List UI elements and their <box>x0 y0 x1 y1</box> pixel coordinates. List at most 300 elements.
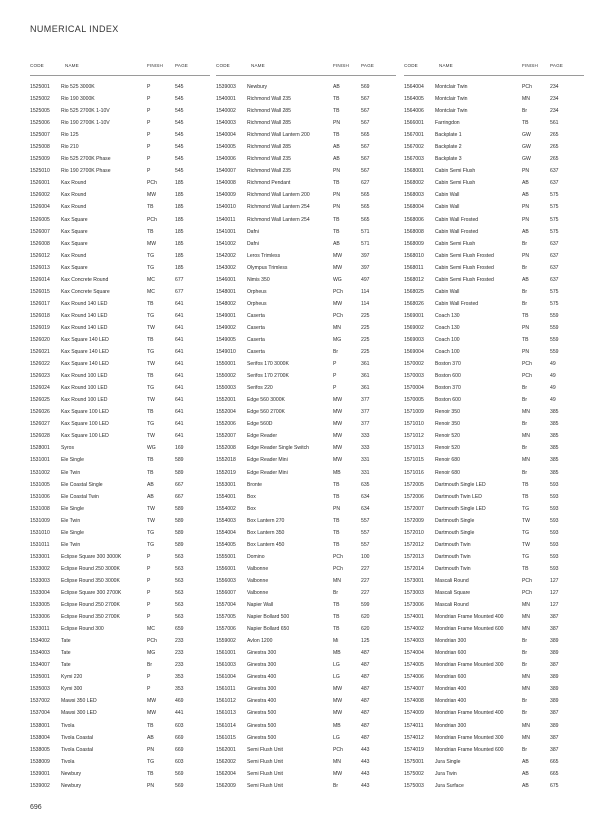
cell-page: 265 <box>550 132 559 139</box>
header-name: NAME <box>65 63 79 68</box>
cell-finish: PCh <box>333 746 343 753</box>
cell-page: 443 <box>361 758 370 765</box>
table-row <box>216 105 396 117</box>
cell-code: 1557006 <box>216 626 236 633</box>
cell-finish: Br <box>522 397 528 404</box>
table-row <box>216 539 396 551</box>
cell-finish: P <box>147 168 151 175</box>
header-page: PAGE <box>550 63 564 68</box>
cell-code: 1561011 <box>216 686 236 693</box>
cell-name: Mondrian Frame Mounted 300 <box>435 662 504 669</box>
cell-code: 1540004 <box>216 132 236 139</box>
cell-finish: TB <box>333 216 340 223</box>
table-row <box>216 707 396 719</box>
cell-finish: PCh <box>522 589 532 596</box>
cell-finish: MB <box>333 722 341 729</box>
cell-finish: MB <box>333 469 341 476</box>
cell-code: 1539001 <box>30 770 50 777</box>
table-row <box>404 611 584 623</box>
cell-page: 545 <box>175 132 184 139</box>
cell-code: 1574002 <box>404 626 424 633</box>
cell-finish: Br <box>522 240 528 247</box>
cell-code: 1538005 <box>30 746 50 753</box>
cell-name: Napier Bollard 650 <box>247 626 290 633</box>
cell-code: 1564005 <box>404 96 424 103</box>
cell-page: 389 <box>550 674 559 681</box>
table-row <box>216 358 396 370</box>
cell-page: 185 <box>175 240 184 247</box>
cell-finish: Br <box>522 445 528 452</box>
cell-finish: MN <box>522 626 530 633</box>
column-header <box>404 63 584 75</box>
table-row <box>404 298 584 310</box>
table-row <box>216 671 396 683</box>
cell-name: Semi Flush Unit <box>247 782 283 789</box>
cell-name: Kax Square 100 LED <box>61 409 109 416</box>
cell-page: 667 <box>175 493 184 500</box>
cell-finish: AB <box>333 156 340 163</box>
cell-name: Boston 370 <box>435 361 461 368</box>
cell-name: Semi Flush Unit <box>247 758 283 765</box>
cell-page: 561 <box>550 120 559 127</box>
cell-code: 1552004 <box>216 409 236 416</box>
cell-page: 49 <box>550 373 556 380</box>
cell-name: Kax Round <box>61 252 87 259</box>
cell-page: 637 <box>550 168 559 175</box>
cell-name: Ele Single <box>61 457 84 464</box>
table-row <box>404 177 584 189</box>
cell-page: 385 <box>550 457 559 464</box>
table-row <box>30 599 210 611</box>
cell-name: Newbury <box>61 770 82 777</box>
cell-page: 353 <box>175 674 184 681</box>
table-row <box>30 479 210 491</box>
cell-name: Edge Reader Mini <box>247 469 288 476</box>
table-row <box>30 201 210 213</box>
cell-code: 1540007 <box>216 168 236 175</box>
cell-name: Ele Coastal Single <box>61 481 103 488</box>
cell-page: 637 <box>550 180 559 187</box>
cell-finish: Br <box>522 469 528 476</box>
table-row <box>30 286 210 298</box>
cell-page: 565 <box>361 132 370 139</box>
cell-name: Ginestra 300 <box>247 650 277 657</box>
cell-code: 1526013 <box>30 264 50 271</box>
cell-name: Tate <box>61 650 71 657</box>
cell-code: 1561015 <box>216 734 236 741</box>
cell-page: 669 <box>175 734 184 741</box>
cell-code: 1548001 <box>216 288 236 295</box>
table-row <box>30 406 210 418</box>
cell-page: 567 <box>361 108 370 115</box>
table-row <box>216 250 396 262</box>
cell-finish: PN <box>522 204 530 211</box>
cell-finish: MW <box>333 397 343 404</box>
cell-page: 545 <box>175 168 184 175</box>
cell-finish: TB <box>147 337 154 343</box>
cell-finish: TG <box>522 505 530 512</box>
cell-finish: PCh <box>333 565 343 572</box>
table-row <box>404 671 584 683</box>
table-row <box>216 695 396 707</box>
cell-code: 1561003 <box>216 662 236 669</box>
cell-name: Tivola <box>61 758 75 765</box>
cell-code: 1542002 <box>216 252 236 259</box>
cell-code: 1533003 <box>30 577 50 584</box>
cell-code: 1526020 <box>30 337 50 343</box>
cell-finish: PN <box>147 782 155 789</box>
cell-finish: MW <box>333 409 343 416</box>
cell-name: Semi Flush Unit <box>247 746 283 753</box>
cell-name: Olympus Trimless <box>247 264 288 271</box>
cell-code: 1568009 <box>404 240 424 247</box>
table-row <box>30 768 210 780</box>
cell-finish: MN <box>522 614 530 621</box>
table-row <box>30 527 210 539</box>
cell-code: 1534007 <box>30 662 50 669</box>
cell-page: 234 <box>550 108 559 115</box>
table-row <box>30 491 210 503</box>
cell-finish: PN <box>333 120 341 127</box>
cell-page: 333 <box>361 433 370 440</box>
table-row <box>404 105 584 117</box>
cell-name: Valbonne <box>247 589 269 596</box>
cell-code: 1572013 <box>404 553 424 560</box>
cell-code: 1571010 <box>404 421 424 428</box>
cell-finish: PN <box>333 204 341 211</box>
cell-page: 567 <box>361 156 370 163</box>
cell-code: 1568003 <box>404 192 424 199</box>
cell-page: 557 <box>361 517 370 524</box>
cell-page: 227 <box>361 565 370 572</box>
table-row <box>216 286 396 298</box>
table-row <box>216 527 396 539</box>
cell-name: Kax Concrete Square <box>61 288 110 295</box>
cell-code: 1534003 <box>30 650 50 657</box>
table-row <box>30 418 210 430</box>
cell-page: 637 <box>550 276 559 283</box>
table-row <box>216 780 396 792</box>
cell-page: 563 <box>175 565 184 572</box>
cell-code: 1526023 <box>30 373 50 380</box>
cell-finish: Br <box>333 589 339 596</box>
cell-code: 1557004 <box>216 602 236 609</box>
cell-name: Cabin Semi Flush Frosted <box>435 276 494 283</box>
table-row <box>30 671 210 683</box>
table-row <box>30 394 210 406</box>
cell-name: Dartmouth Twin <box>435 553 471 560</box>
cell-finish: PN <box>333 192 341 199</box>
table-row <box>216 623 396 635</box>
cell-name: Farringdon <box>435 120 460 127</box>
cell-page: 565 <box>361 204 370 211</box>
table-row <box>404 780 584 792</box>
cell-page: 127 <box>550 577 559 584</box>
cell-page: 185 <box>175 216 184 223</box>
cell-name: Richmond Wall Lantern 200 <box>247 132 310 139</box>
cell-name: Caserta <box>247 337 265 343</box>
cell-page: 563 <box>175 553 184 560</box>
cell-code: 1538004 <box>30 734 50 741</box>
table-row <box>30 587 210 599</box>
cell-page: 114 <box>361 288 370 295</box>
cell-finish: TG <box>147 385 155 392</box>
cell-page: 185 <box>175 252 184 259</box>
cell-name: Ele Twin <box>61 541 81 548</box>
cell-name: Kax Square 140 LED <box>61 361 109 368</box>
table-row <box>404 81 584 93</box>
cell-finish: MC <box>147 288 155 295</box>
cell-code: 1549005 <box>216 337 236 343</box>
table-row <box>404 418 584 430</box>
cell-finish: MW <box>333 710 343 717</box>
cell-page: 567 <box>361 168 370 175</box>
cell-code: 1540002 <box>216 108 236 115</box>
cell-page: 589 <box>175 541 184 548</box>
table-row <box>404 623 584 635</box>
cell-code: 1568012 <box>404 276 424 283</box>
cell-code: 1566001 <box>404 120 424 127</box>
table-row <box>30 141 210 153</box>
cell-code: 1568001 <box>404 168 424 175</box>
cell-code: 1568011 <box>404 264 424 271</box>
cell-name: Richmond Wall 235 <box>247 168 291 175</box>
cell-code: 1533001 <box>30 553 50 560</box>
cell-code: 1525010 <box>30 168 50 175</box>
cell-code: 1568004 <box>404 204 424 211</box>
cell-code: 1557005 <box>216 614 236 621</box>
cell-page: 227 <box>361 589 370 596</box>
table-row <box>30 659 210 671</box>
cell-name: Ele Twin <box>61 469 81 476</box>
cell-name: Boston 370 <box>435 385 461 392</box>
cell-name: Napier Bollard 500 <box>247 614 290 621</box>
cell-finish: P <box>147 674 151 681</box>
cell-page: 571 <box>361 240 370 247</box>
cell-name: Mondrian 600 <box>435 650 467 657</box>
cell-finish: P <box>147 144 151 151</box>
cell-name: Rio 125 <box>61 132 79 139</box>
cell-name: Mondrian 300 <box>435 638 467 645</box>
cell-code: 1571009 <box>404 409 424 416</box>
table-row <box>30 358 210 370</box>
table-row <box>216 611 396 623</box>
table-row <box>216 382 396 394</box>
cell-name: Renoir 520 <box>435 445 460 452</box>
cell-page: 234 <box>550 96 559 103</box>
cell-code: 1552019 <box>216 469 236 476</box>
table-row <box>30 623 210 635</box>
cell-code: 1534002 <box>30 638 50 645</box>
cell-name: Rio 210 <box>61 144 79 151</box>
table-row <box>30 611 210 623</box>
cell-page: 125 <box>361 638 370 645</box>
table-row <box>404 346 584 358</box>
cell-page: 225 <box>361 312 370 319</box>
cell-finish: TW <box>522 517 530 524</box>
cell-finish: MW <box>333 770 343 777</box>
cell-name: Box Lantern 270 <box>247 517 285 524</box>
cell-page: 567 <box>361 96 370 103</box>
table-row <box>404 467 584 479</box>
table-row <box>216 479 396 491</box>
cell-name: Tate <box>61 638 71 645</box>
cell-code: 1526012 <box>30 252 50 259</box>
cell-code: 1539003 <box>216 84 236 91</box>
cell-finish: TB <box>147 204 154 211</box>
cell-page: 545 <box>175 108 184 115</box>
cell-page: 331 <box>361 457 370 464</box>
cell-name: Orpheus <box>247 300 267 307</box>
table-row <box>216 442 396 454</box>
table-row <box>30 214 210 226</box>
cell-page: 567 <box>361 144 370 151</box>
table-row <box>404 719 584 731</box>
cell-page: 641 <box>175 397 184 404</box>
cell-finish: MN <box>522 457 530 464</box>
cell-page: 233 <box>175 662 184 669</box>
table-row <box>404 214 584 226</box>
table-row <box>216 370 396 382</box>
cell-code: 1555001 <box>216 553 236 560</box>
table-row <box>30 442 210 454</box>
cell-code: 1525007 <box>30 132 50 139</box>
table-row <box>216 81 396 93</box>
cell-page: 641 <box>175 373 184 380</box>
table-row <box>404 756 584 768</box>
table-row <box>404 587 584 599</box>
cell-page: 265 <box>550 156 559 163</box>
header-rule <box>216 75 396 76</box>
header-code: CODE <box>404 63 418 68</box>
cell-finish: TB <box>333 626 340 633</box>
cell-name: Ginestra 300 <box>247 686 277 693</box>
cell-code: 1568010 <box>404 252 424 259</box>
cell-name: Box <box>247 505 256 512</box>
cell-page: 377 <box>361 397 370 404</box>
table-row <box>404 226 584 238</box>
table-row <box>30 93 210 105</box>
cell-page: 441 <box>175 710 184 717</box>
table-row <box>216 153 396 165</box>
cell-finish: TW <box>522 541 530 548</box>
table-row <box>404 647 584 659</box>
cell-name: Kax Round 100 LED <box>61 373 108 380</box>
cell-page: 361 <box>361 385 370 392</box>
cell-code: 1540009 <box>216 192 236 199</box>
cell-code: 1574001 <box>404 614 424 621</box>
cell-finish: TB <box>333 180 340 187</box>
cell-finish: P <box>147 577 151 584</box>
cell-finish: PN <box>522 216 530 223</box>
cell-finish: TG <box>147 252 155 259</box>
cell-code: 1562004 <box>216 770 236 777</box>
cell-code: 1535001 <box>30 674 50 681</box>
cell-page: 563 <box>175 614 184 621</box>
cell-code: 1540006 <box>216 156 236 163</box>
cell-name: Kax Square 140 LED <box>61 337 109 343</box>
table-row <box>30 635 210 647</box>
cell-finish: P <box>147 565 151 572</box>
table-row <box>216 93 396 105</box>
cell-finish: Br <box>333 782 339 789</box>
cell-name: Richmond Wall Lantern 254 <box>247 216 310 223</box>
cell-name: Jura Single <box>435 758 461 765</box>
cell-code: 1537004 <box>30 710 50 717</box>
cell-name: Box Lantern 350 <box>247 529 285 536</box>
cell-page: 49 <box>550 397 556 404</box>
cell-code: 1546001 <box>216 276 236 283</box>
header-name: NAME <box>251 63 265 68</box>
cell-name: Tate <box>61 662 71 669</box>
cell-code: 1574006 <box>404 674 424 681</box>
cell-name: Newbury <box>247 84 268 91</box>
cell-finish: PN <box>522 168 530 175</box>
cell-finish: PN <box>522 252 530 259</box>
table-row <box>404 382 584 394</box>
table-row <box>30 189 210 201</box>
table-row <box>216 732 396 744</box>
cell-finish: TB <box>522 481 529 488</box>
cell-code: 1533004 <box>30 589 50 596</box>
cell-finish: TB <box>147 469 154 476</box>
cell-name: Edge 560D <box>247 421 273 428</box>
header-finish: FINISH <box>333 63 349 68</box>
cell-name: Coach 130 <box>435 312 460 319</box>
cell-code: 1525009 <box>30 156 50 163</box>
cell-finish: TG <box>147 264 155 271</box>
cell-code: 1561001 <box>216 650 236 657</box>
cell-name: Edge Reader Mini <box>247 457 288 464</box>
table-row <box>216 334 396 346</box>
cell-finish: Br <box>522 662 528 669</box>
cell-page: 385 <box>550 469 559 476</box>
cell-page: 641 <box>175 324 184 331</box>
cell-code: 1528001 <box>30 445 50 452</box>
cell-finish: MN <box>522 722 530 729</box>
cell-name: Ginestra 400 <box>247 698 277 705</box>
table-row <box>30 563 210 575</box>
cell-code: 1526014 <box>30 276 50 283</box>
cell-page: 593 <box>550 505 559 512</box>
cell-finish: P <box>333 373 337 380</box>
cell-code: 1556003 <box>216 577 236 584</box>
table-row <box>404 707 584 719</box>
cell-name: Mondrian Frame Mounted 400 <box>435 614 504 621</box>
cell-name: Kax Round 140 LED <box>61 324 108 331</box>
index-rows <box>30 81 210 792</box>
cell-page: 545 <box>175 84 184 91</box>
cell-page: 443 <box>361 782 370 789</box>
table-row <box>216 226 396 238</box>
cell-code: 1548002 <box>216 300 236 307</box>
cell-page: 234 <box>550 84 559 91</box>
cell-name: Dafni <box>247 240 259 247</box>
cell-code: 1526007 <box>30 228 50 235</box>
cell-page: 233 <box>175 638 184 645</box>
cell-name: Dartmouth Single LED <box>435 505 486 512</box>
table-row <box>216 406 396 418</box>
cell-code: 1564006 <box>404 108 424 115</box>
cell-code: 1571016 <box>404 469 424 476</box>
table-row <box>216 310 396 322</box>
cell-code: 1526015 <box>30 288 50 295</box>
cell-code: 1549001 <box>216 312 236 319</box>
cell-finish: MW <box>333 433 343 440</box>
header-rule <box>404 75 584 76</box>
cell-name: Kax Round 100 LED <box>61 397 108 404</box>
table-row <box>404 491 584 503</box>
